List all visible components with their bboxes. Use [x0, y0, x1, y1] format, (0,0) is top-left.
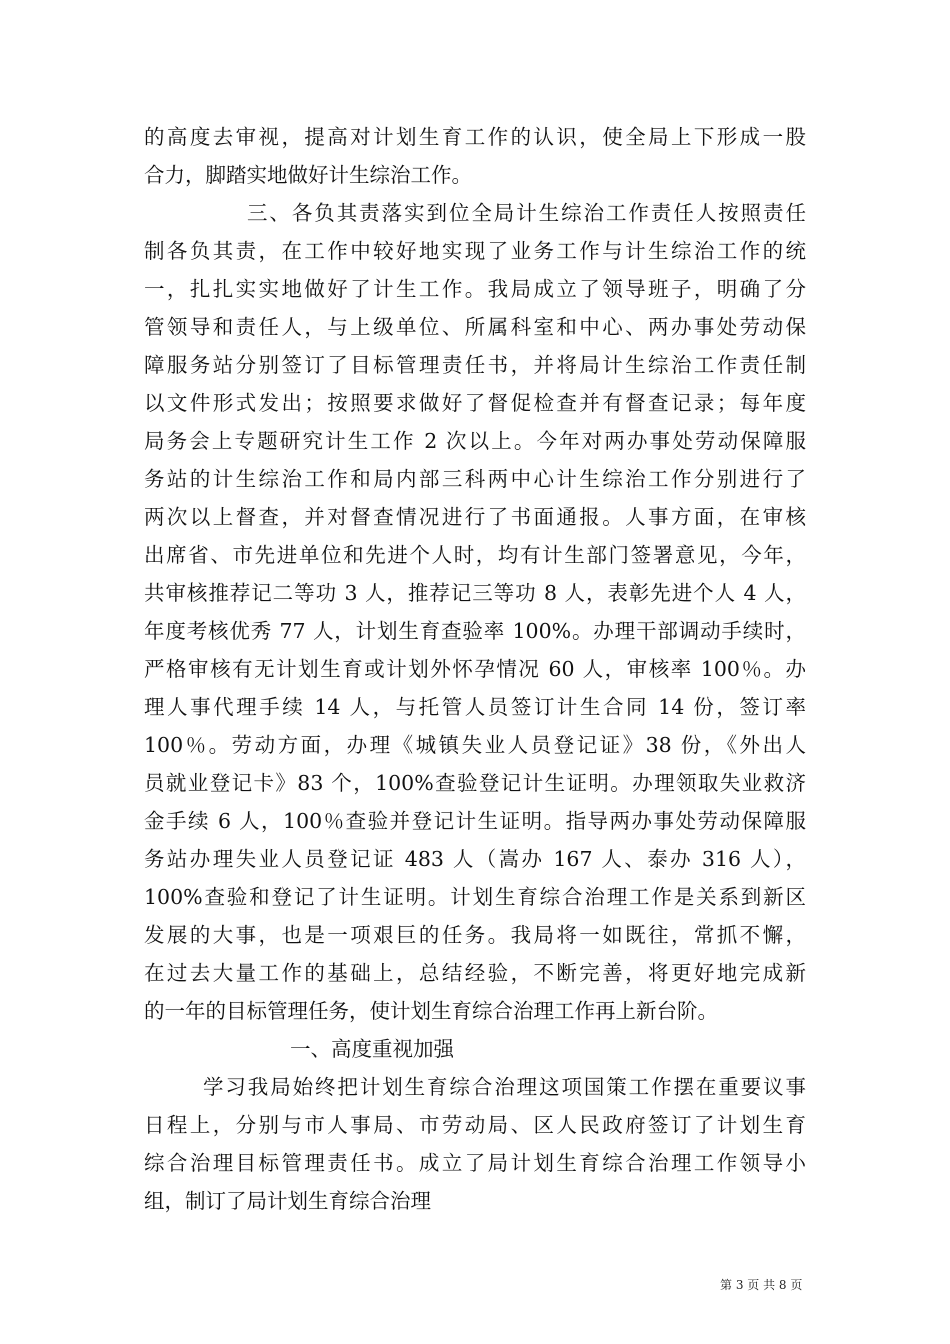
body-text-line: 学习我局始终把计划生育综合治理这项国策工作摆在重要议事 [203, 1075, 806, 1099]
body-text-line: 组，制订了局计划生育综合治理 [144, 1189, 431, 1213]
body-text-line: 共审核推荐记二等功 3 人，推荐记三等功 8 人，表彰先进个人 4 人， [144, 581, 806, 605]
body-text-line: 的一年的目标管理任务，使计划生育综合治理工作再上新台阶。 [144, 999, 718, 1023]
body-text-line: 综合治理目标管理责任书。成立了局计划生育综合治理工作领导小 [144, 1151, 806, 1175]
body-text-line: 员就业登记卡》83 个，100%查验登记计生证明。办理领取失业救济 [144, 771, 806, 795]
section-heading: 一、高度重视加强 [290, 1037, 454, 1061]
body-text-line: 理人事代理手续 14 人，与托管人员签订计生合同 14 份，签订率 [144, 695, 806, 719]
body-text-line: 制各负其责，在工作中较好地实现了业务工作与计生综治工作的统 [144, 239, 806, 263]
body-text-line: 管领导和责任人，与上级单位、所属科室和中心、两办事处劳动保 [144, 315, 806, 339]
body-text-line: 在过去大量工作的基础上，总结经验，不断完善，将更好地完成新 [144, 961, 806, 985]
body-text-line: 障服务站分别签订了目标管理责任书，并将局计生综治工作责任制 [144, 353, 806, 377]
body-text-line: 的高度去审视，提高对计划生育工作的认识，使全局上下形成一股 [144, 125, 806, 149]
body-text-line: 务站办理失业人员登记证 483 人（嵩办 167 人、泰办 316 人）， [144, 847, 806, 871]
body-text-line: 日程上，分别与市人事局、市劳动局、区人民政府签订了计划生育 [144, 1113, 806, 1137]
body-text-line: 年度考核优秀 77 人，计划生育查验率 100%。办理干部调动手续时， [144, 619, 806, 643]
body-text-line: 局务会上专题研究计生工作 2 次以上。今年对两办事处劳动保障服 [144, 429, 806, 453]
body-text-line: 发展的大事，也是一项艰巨的任务。我局将一如既往，常抓不懈， [144, 923, 806, 947]
body-text-line: 合力，脚踏实地做好计生综治工作。 [144, 163, 472, 187]
page-number-footer: 第 3 页 共 8 页 [720, 1278, 803, 1292]
body-text-line: 严格审核有无计划生育或计划外怀孕情况 60 人，审核率 100％。办 [144, 657, 806, 681]
body-text-line: 出席省、市先进单位和先进个人时，均有计生部门签署意见，今年， [144, 543, 806, 567]
body-text-line: 一，扎扎实实地做好了计生工作。我局成立了领导班子，明确了分 [144, 277, 806, 301]
section-three-first-line: 三、各负其责落实到位全局计生综治工作责任人按照责任 [247, 201, 806, 225]
body-text-line: 100％。劳动方面，办理《城镇失业人员登记证》38 份，《外出人 [144, 733, 806, 757]
body-text-line: 务站的计生综治工作和局内部三科两中心计生综治工作分别进行了 [144, 467, 806, 491]
body-text-line: 100%查验和登记了计生证明。计划生育综合治理工作是关系到新区 [144, 885, 806, 909]
body-text-line: 金手续 6 人，100％查验并登记计生证明。指导两办事处劳动保障服 [144, 809, 806, 833]
body-text-line: 两次以上督查，并对督查情况进行了书面通报。人事方面，在审核 [144, 505, 806, 529]
body-text-line: 以文件形式发出；按照要求做好了督促检查并有督查记录；每年度 [144, 391, 806, 415]
